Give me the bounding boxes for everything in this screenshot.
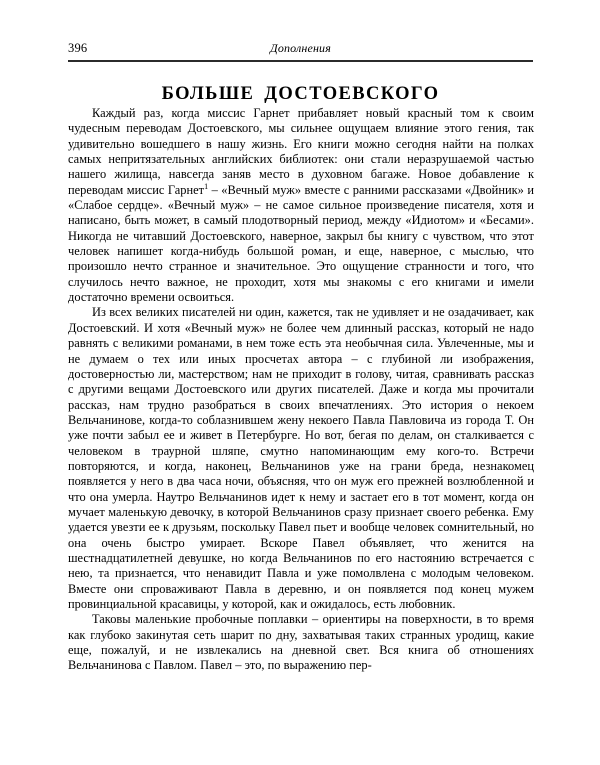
paragraph-1-text-before-footnote: Каждый раз, когда миссис Гарнет прибавляет новый красный том к своим чудесным переводам Достоевского, мы сильнее ощущаем влияние этого гения, так удивительно вошедшего в нашу жизнь. Его книги можно сегодня найти на полках самых непритязательных английских библиотек: они стали неразрушаемой частью нашего жилища, навсегда заняв место в духовном багаже. Новое добавление к переводам миссис Гарнет <box>68 106 534 197</box>
header-divider <box>68 60 533 62</box>
page-number: 396 <box>68 41 88 55</box>
paragraph-1 <box>68 106 534 305</box>
page-title: БОЛЬШЕ ДОСТОЕВСКОГО <box>161 84 440 105</box>
page-header <box>68 40 533 56</box>
body-text <box>68 106 534 674</box>
paragraph-3: Таковы маленькие пробочные поплавки – ориентиры на поверхности, в то время как глубоко закинутая сеть шарит по дну, захватывая таких странных уродищ, какие еще, пожалуй, и не извлекались на дневной свет. Вся книга об отношениях Вельчанинова с Павлом. Павел – это, по выражению пер- <box>68 612 534 673</box>
running-head: Дополнения <box>270 41 331 55</box>
footnote-marker[interactable]: 1 <box>204 181 209 191</box>
paragraph-2: Из всех великих писателей ни один, кажется, так не удивляет и не озадачивает, как Достоевский. И хотя «Вечный муж» не более чем длинный рассказ, который не надо равнять с великими романами, в нем тоже есть эта необычная сила. Увлеченные, мы и не думаем о тех или иных просчетах автора – с глубиной ли изображения, достоверностью ли, мастерством; нам не приходит в голову, читая, сравнивать рассказ с другими вещами Достоевского или других писателей. Даже и когда мы прочитали рассказ, нам трудно разобраться в своих впечатлениях. Это история о некоем Вельчанинове, когда-то соблазнившем жену некоего Павла Павловича из города Т. Он уже почти забыл ее и живет в Петербурге. Но вот, бегая по делам, он сталкивается с человеком в траурной шляпе, смутно напоминающим ему кого-то. Встречи повторяются, и когда, наконец, Вельчанинов уже на грани бреда, незнакомец появляется у него в два часа ночи, объясняя, что он муж его прежней возлюбленной и что она умерла. Наутро Вельчанинов идет к нему и застает его в тот момент, когда он мучает маленькую девочку, в которой Вельчанинов сразу признает своего ребенка. Ему удается увезти ее к друзьям, поскольку Павел пьет и вообще человек сомнительный, но она очень быстро умирает. Вскоре Павел объявляет, что женится на шестнадцатилетней девушке, но когда Вельчанинов по его настоянию встречается с нею, та признается, что ненавидит Павла и уже помолвлена с молодым человеком. Вместе они спроваживают Павла в деревню, и он появляется под конец мужем провинциальной красавицы, у которой, как и ожидалось, есть любовник. <box>68 305 534 611</box>
paragraph-1-text-after-footnote: – «Вечный муж» вместе с ранними рассказами «Двойник» и «Слабое сердце». «Вечный муж» – не самое сильное произведение писателя, хотя и написано, быть может, в самый плодотворный период, между «Идиотом» и «Бесами». Никогда не читавший Достоевского, наверное, закрыл бы книгу с чувством, что этот человек напишет когда-нибудь большой роман, и еще, наверное, с мыслью, что произошло нечто странное и значительное. Это ощущение странности и того, что случилось нечто важное, не проходит, хотя мы знакомы с его книгами и имели достаточно времени освоиться. <box>68 182 534 305</box>
